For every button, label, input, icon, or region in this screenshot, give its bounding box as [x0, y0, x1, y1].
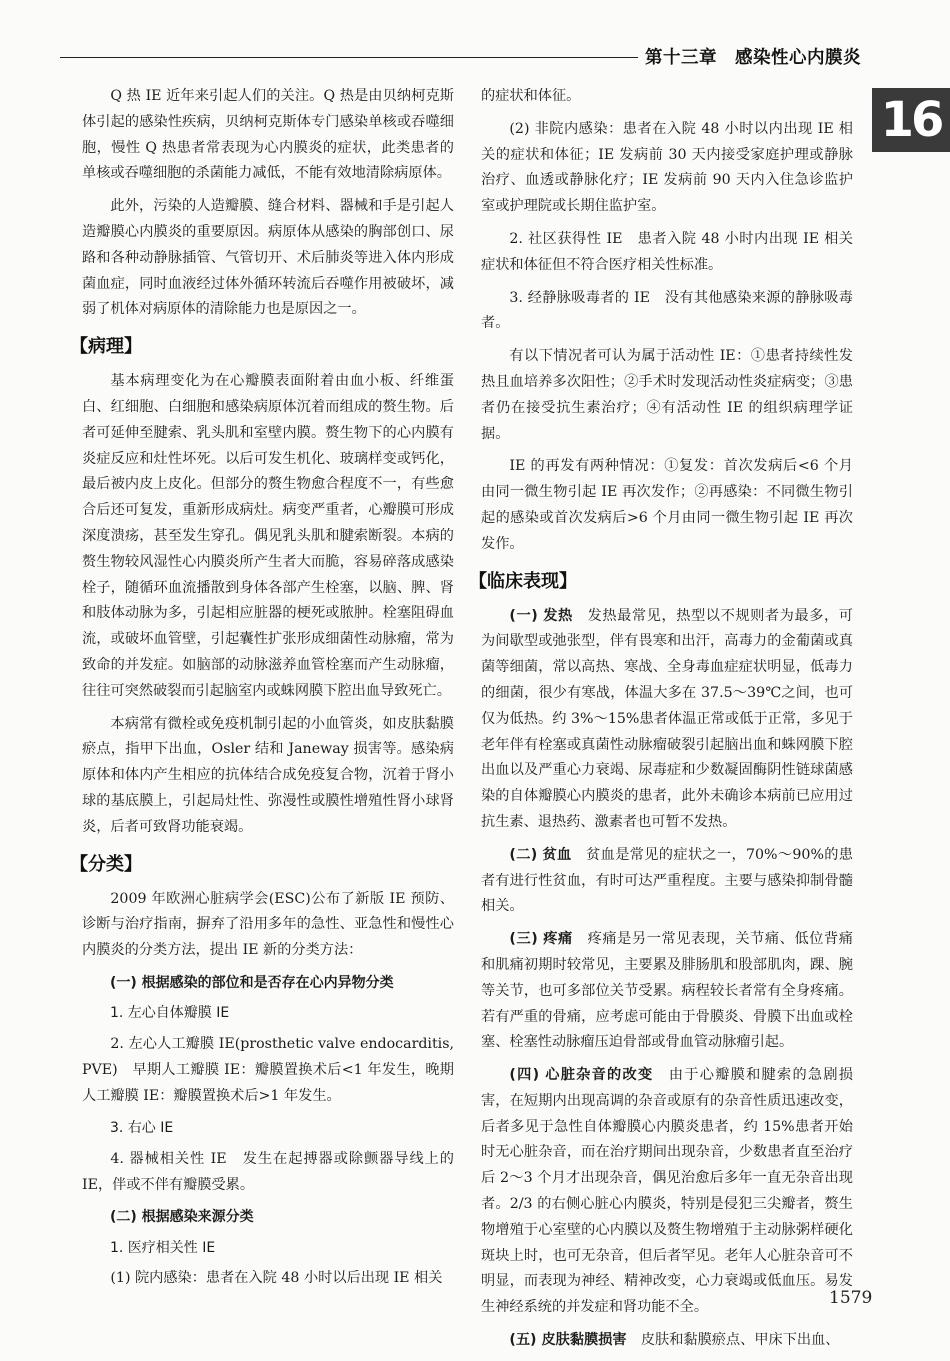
list-item-healthcare: 1. 医疗相关性 IE — [110, 1239, 216, 1256]
list-item-nosocomial: (1) 院内感染：患者在入院 48 小时以后出现 IE 相关 — [110, 1270, 443, 1287]
section-heading-classification: 【分类】 — [70, 853, 142, 875]
subheading-by-site: (一) 根据感染的部位和是否存在心内异物分类 — [110, 974, 394, 991]
paragraph-anemia — [481, 843, 853, 920]
left-column — [70, 84, 454, 1299]
paragraph-skin — [481, 1328, 853, 1354]
page-number: 1579 — [829, 1288, 873, 1308]
lead-murmur: (四) 心脏杂音的改变 — [509, 1067, 654, 1084]
text-murmur: 由于心瓣膜和腱索的急剧损害，在短期内出现高调的杂音或原有的杂音性质迅速改变，后者多见于急性自体瓣膜心内膜炎患者，约 15%患者开始时无心脏杂音，而在治疗期间出现杂音，少数患者直至治疗后 2～3 个月才出现杂音，偶见治愈后多年一直无杂音出现者。2/3 的右侧心脏心内膜炎，特别是侵犯三尖瓣者，赘生物增殖于心室壁的心内膜以及赘生物增殖于主动脉粥样硬化斑块上时，也可无杂音，但后者罕见。老年人心脏杂音可不明显，而表现为神经、精神改变，心力衰竭或低血压。易发生神经系统的并发症和肾功能不全。 — [481, 1067, 853, 1316]
paragraph-q-fever: Q 热 IE 近年来引起人们的关注。Q 热是由贝纳柯克斯体引起的感染性疾病，贝纳柯克斯体专门感染单核或吞噬细胞，慢性 Q 热患者常表现为心内膜炎的症状，此类患者的单核或吞噬细胞的杀菌能力减低，不能有效地清除病原体。 — [82, 88, 454, 182]
list-item-left-native: 1. 左心自体瓣膜 IE — [110, 1005, 230, 1022]
paragraph-pathology-2: 本病常有微栓或免疫机制引起的小血管炎，如皮肤黏膜瘀点，指甲下出血，Osler 结和 Janeway 损害等。感染病原体和体内产生相应的抗体结合成免疫复合物，沉着于肾小球的基底膜上，引起局灶性、弥漫性或膜性增殖性肾小球肾炎，后者可致肾功能衰竭。 — [82, 715, 454, 835]
header-rule — [60, 57, 638, 58]
section-heading-pathology: 【病理】 — [70, 336, 142, 358]
paragraph-continuation: 的症状和体征。 — [481, 88, 581, 104]
text-pain: 疼痛是另一常见表现，关节痛、低位背痛和肌痛初期时较常见，主要累及腓肠肌和股部肌肉，踝、腕等关节，也可多部位关节受累。病程较长者常有全身疼痛。若有严重的骨痛，应考虑可能由于骨膜炎、骨膜下出血或栓塞、栓塞性动脉瘤压迫骨部或骨血管动脉瘤引起。 — [481, 931, 853, 1051]
chapter-number-tab: 16 — [872, 88, 950, 152]
section-heading-clinical: 【临床表现】 — [469, 570, 577, 592]
text-anemia: 贫血是常见的症状之一，70%～90%的患者有进行性贫血，有时可达严重程度。主要与感染抑制骨髓相关。 — [481, 846, 853, 915]
list-item-device: 4. 器械相关性 IE 发生在起搏器或除颤器导线上的 IE，伴或不伴有瓣膜受累。 — [82, 1150, 454, 1193]
paragraph-recurrence: IE 的再发有两种情况：①复发：首次发病后<6 个月由同一微生物引起 IE 再次发作；②再感染：不同微生物引起的感染或首次发病后>6 个月由同一微生物引起 IE 再次发作。 — [481, 458, 853, 552]
text-skin: 皮肤和黏膜瘀点、甲床下出血、 — [640, 1332, 840, 1349]
list-item-left-prosthetic: 2. 左心人工瓣膜 IE(prosthetic valve endocarditis, PVE) 早期人工瓣膜 IE：瓣膜置换术后<1 年发生，晚期人工瓣膜 IE：瓣膜置换术后>1 年发生。 — [82, 1035, 454, 1104]
paragraph-prosthetic-cause: 此外，污染的人造瓣膜、缝合材料、器械和手是引起人造瓣膜心内膜炎的重要原因。病原体从感染的胸部创口、尿路和各种动静脉插管、气管切开、术后肺炎等进入体内形成菌血症，同时血液经过体外循环转流后吞噬作用被破坏，减弱了机体对病原体的清除能力也是原因之一。 — [82, 198, 454, 318]
paragraph-classification-intro: 2009 年欧洲心脏病学会(ESC)公布了新版 IE 预防、诊断与治疗指南，摒弃了沿用多年的急性、亚急性和慢性心内膜炎的分类方法，提出 IE 新的分类方法： — [82, 890, 454, 959]
paragraph-active-ie: 有以下情况者可认为属于活动性 IE：①患者持续性发热且血培养多次阳性；②手术时发现活动性炎症病变；③患者仍在接受抗生素治疗；④有活动性 IE 的组织病理学证据。 — [481, 348, 853, 442]
paragraph-non-nosocomial: (2) 非院内感染：患者在入院 48 小时以内出现 IE 相关的症状和体征；IE 发病前 30 天内接受家庭护理或静脉治疗、血透或静脉化疗；IE 发病前 90 天内入住急诊监护室或护理院或长期住监护室。 — [481, 120, 853, 215]
list-item-right-heart: 3. 右心 IE — [110, 1120, 174, 1137]
lead-skin: (五) 皮肤黏膜损害 — [509, 1332, 627, 1349]
lead-anemia: (二) 贫血 — [509, 846, 572, 863]
lead-fever: (一) 发热 — [509, 607, 573, 624]
lead-pain: (三) 疼痛 — [509, 931, 573, 948]
paragraph-murmur — [481, 1063, 853, 1321]
paragraph-fever — [481, 604, 853, 836]
subheading-by-source: (二) 根据感染来源分类 — [110, 1209, 254, 1226]
text-fever: 发热最常见，热型以不规则者为最多，可为间歇型或弛张型，伴有畏寒和出汗，高毒力的金葡菌或真菌等细菌，常以高热、寒战、全身毒血症症状明显，低毒力的细菌，很少有寒战，体温大多在 37.5～39℃之间，也可仅为低热。约 3%～15%患者体温正常或低于正常，多见于老年伴有栓塞或真菌性动脉瘤破裂引起脑出血和蛛网膜下腔出血以及严重心力衰竭、尿毒症和少数凝固酶阴性链球菌感染的自体瓣膜心内膜炎的患者，此外未确诊本病前已应用过抗生素、退热药、激素者也可暂不发热。 — [481, 607, 853, 830]
paragraph-community: 2. 社区获得性 IE 患者入院 48 小时内出现 IE 相关症状和体征但不符合医疗相关性标准。 — [481, 230, 853, 273]
paragraph-pathology-1: 基本病理变化为在心瓣膜表面附着由血小板、纤维蛋白、红细胞、白细胞和感染病原体沉着而组成的赘生物。后者可延伸至腱索、乳头肌和室壁内膜。赘生物下的心内膜有炎症反应和灶性坏死。以后可发生机化、玻璃样变或钙化，最后被内皮上皮化。但部分的赘生物愈合程度不一，有些愈合后还可复发，重新形成病灶。病变严重者，心瓣膜可形成深度溃疡，甚至发生穿孔。偶见乳头肌和腱索断裂。本病的赘生物较风湿性心内膜炎所产生者大而脆，容易碎落成感染栓子，随循环血流播散到身体各部产生栓塞，以脑、脾、肾和肢体动脉为多，引起相应脏器的梗死或脓肿。栓塞阻碍血流，或破坏血管壁，引起囊性扩张形成细菌性动脉瘤，常为致命的并发症。如脑部的动脉滋养血管栓塞而产生动脉瘤，往往可突然破裂而引起脑室内或蛛网膜下腔出血导致死亡。 — [82, 373, 454, 699]
chapter-title: 第十三章 感染性心内膜炎 — [645, 48, 861, 68]
paragraph-pain — [481, 927, 853, 1056]
right-column — [469, 84, 853, 1361]
paragraph-ivdu: 3. 经静脉吸毒者的 IE 没有其他感染来源的静脉吸毒者。 — [481, 289, 853, 332]
